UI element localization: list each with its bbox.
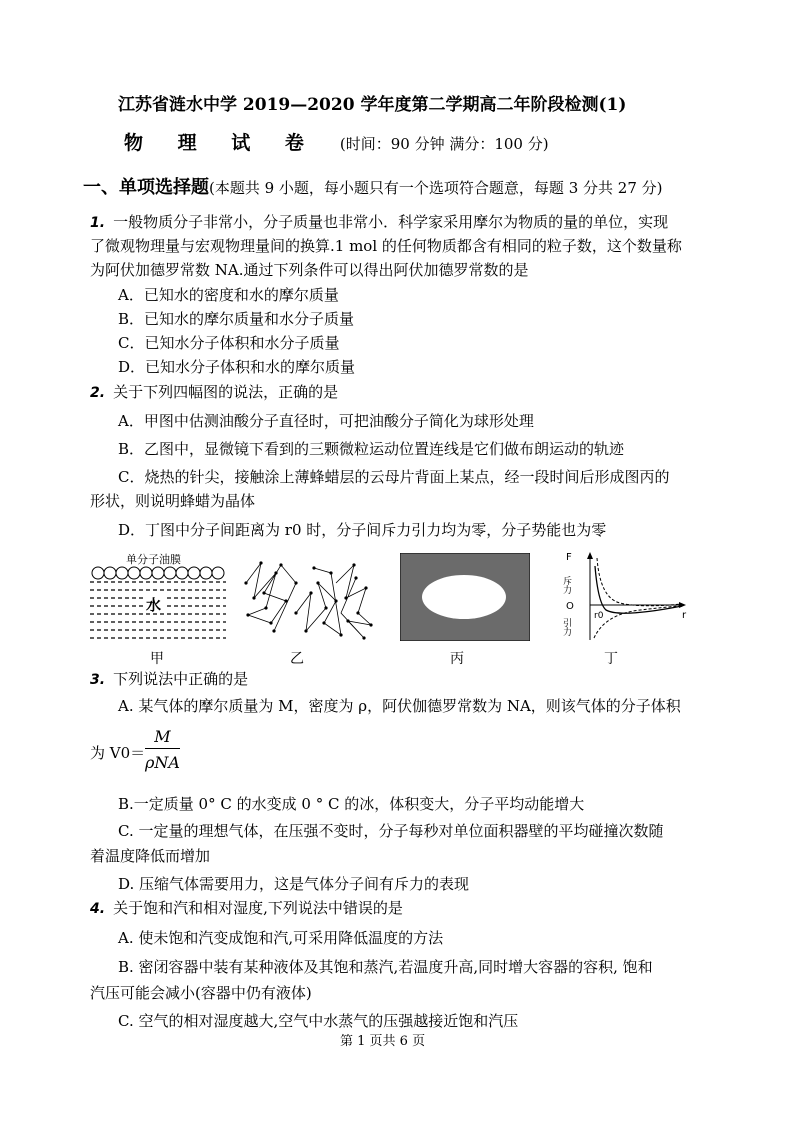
q2-option-a: A．甲图中估测油酸分子直径时，可把油酸分子简化为球形处理 — [118, 412, 534, 430]
axis-f-label: F — [566, 552, 572, 563]
caption-yi: 乙 — [290, 651, 304, 667]
attraction-label: 引力 — [561, 618, 571, 636]
q1-option-a: A．已知水的密度和水的摩尔质量 — [118, 286, 339, 304]
q3-option-a2: 为 V0＝ — [90, 744, 146, 762]
figure-jia — [88, 552, 228, 644]
q1-line3: 为阿伏加德罗常数 NA.通过下列条件可以得出阿伏加德罗常数的是 — [90, 261, 529, 279]
caption-ding: 丁 — [604, 651, 618, 667]
q4-option-b2: 汽压可能会减小(容器中仍有液体) — [90, 984, 312, 1002]
q3-text: 下列说法中正确的是 — [113, 670, 249, 688]
origin-label: O — [566, 601, 574, 612]
q2-option-b: B．乙图中，显微镜下看到的三颗微粒运动位置连线是它们做布朗运动的轨迹 — [118, 440, 625, 458]
fraction-denominator: ρNA — [145, 753, 180, 772]
r0-label: r0 — [594, 611, 604, 621]
q2-option-c2: 形状，则说明蜂蜡为晶体 — [90, 492, 256, 510]
q3-option-c1: C. 一定量的理想气体，在压强不变时，分子每秒对单位面积器壁的平均碰撞次数随 — [118, 822, 664, 840]
q4-stem — [90, 897, 403, 918]
q2-option-c1: C．烧热的针尖，接触涂上薄蜂蜡层的云母片背面上某点，经一段时间后形成图丙的 — [118, 468, 670, 486]
q3-option-c2: 着温度降低而增加 — [90, 847, 211, 865]
q1-text1: 一般物质分子非常小，分子质量也非常小．科学家采用摩尔为物质的量的单位，实现 — [113, 213, 669, 231]
figure-bing — [400, 553, 530, 641]
q4-option-b1: B. 密闭容器中装有某种液体及其饱和蒸汽,若温度升高,同时增大容器的容积, 饱和 — [118, 958, 653, 976]
q3-option-a1: A. 某气体的摩尔质量为 M，密度为 ρ，阿伏伽德罗常数为 NA，则该气体的分子体积 — [118, 697, 681, 715]
q2-option-d: D．丁图中分子间距离为 r0 时，分子间斥力引力均为零，分子势能也为零 — [118, 521, 607, 539]
q3-option-d: D. 压缩气体需要用力，这是气体分子间有斥力的表现 — [118, 875, 470, 893]
section-note: (本题共 9 小题，每小题只有一个选项符合题意，每题 3 分共 27 分) — [209, 179, 663, 197]
q1-line1 — [90, 211, 668, 232]
q1-option-b: B．已知水的摩尔质量和水分子质量 — [118, 310, 355, 328]
q4-number: 4. — [90, 901, 106, 917]
section-heading — [83, 173, 663, 199]
exam-title: 江苏省涟水中学 2019—2020 学年度第二学期高二年阶段检测(1) — [118, 95, 627, 115]
q2-stem — [90, 381, 338, 402]
q3-number: 3. — [90, 672, 106, 688]
q4-text: 关于饱和汽和相对湿度,下列说法中错误的是 — [113, 899, 403, 917]
q1-line2: 了微观物理量与宏观物理量间的换算.1 mol 的任何物质都含有相同的粒子数，这个数量称 — [90, 237, 682, 255]
axis-r-label: r — [682, 610, 687, 621]
page-footer: 第 1 页共 6 页 — [340, 1034, 426, 1049]
subject-title: 物 理 试 卷 — [124, 132, 318, 154]
section-title: 一、单项选择题 — [83, 177, 209, 198]
volume-fraction — [145, 727, 180, 772]
q3-stem — [90, 668, 248, 689]
q4-option-a: A. 使未饱和汽变成饱和汽,可采用降低温度的方法 — [118, 929, 444, 947]
q3-option-b: B.一定质量 0° C 的水变成 0 ° C 的冰，体积变大，分子平均动能增大 — [118, 795, 585, 813]
figure-yi — [236, 553, 376, 641]
fraction-numerator: M — [145, 727, 180, 749]
q1-option-c: C．已知水分子体积和水分子质量 — [118, 334, 340, 352]
q2-number: 2. — [90, 385, 106, 401]
q4-option-c: C. 空气的相对湿度越大,空气中水蒸气的压强越接近饱和汽压 — [118, 1012, 519, 1030]
q1-number: 1. — [90, 215, 106, 231]
q1-option-d: D．已知水分子体积和水的摩尔质量 — [118, 358, 356, 376]
water-label: 水 — [146, 596, 162, 614]
caption-jia: 甲 — [150, 651, 164, 667]
repulsion-label: 斥力 — [561, 576, 571, 594]
exam-subtitle — [124, 128, 549, 155]
q2-text: 关于下列四幅图的说法，正确的是 — [113, 383, 339, 401]
caption-bing: 丙 — [450, 651, 464, 667]
oil-film-label: 单分子油膜 — [126, 553, 181, 566]
exam-info: (时间：90 分钟 满分：100 分) — [339, 135, 549, 153]
figure-ding — [560, 548, 690, 644]
